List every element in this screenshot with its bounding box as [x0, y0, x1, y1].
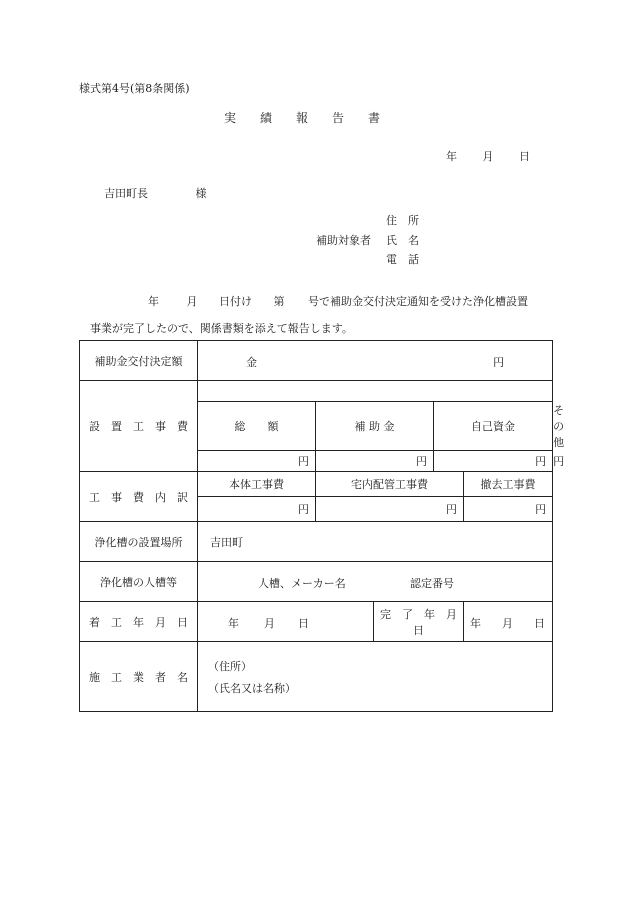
body-month: 月 — [186, 295, 198, 308]
end-month: 月 — [502, 617, 513, 630]
breakdown-header-row — [80, 472, 553, 497]
end-date-input[interactable] — [464, 602, 553, 642]
contractor-label: 施 工 業 者 名 — [80, 642, 198, 712]
contractor-value-cell[interactable] — [198, 642, 553, 712]
install-header-total: 総 額 — [198, 402, 316, 451]
location-label: 浄化槽の設置場所 — [80, 522, 198, 562]
addressee — [104, 185, 207, 201]
install-subsidy-input[interactable]: 円 — [316, 451, 434, 472]
capacity-persons: 人槽、メーカー名 — [258, 577, 346, 590]
form-number: 様式第4号(第8条関係) — [79, 82, 190, 95]
body-line-2: 事業が完了したので、関係書類を添えて報告します。 — [90, 322, 353, 335]
applicant-address-label: 住 所 — [386, 214, 419, 227]
grant-value-cell[interactable] — [198, 341, 553, 381]
start-date-label: 着 工 年 月 日 — [80, 602, 198, 642]
contractor-name: （氏名又は名称） — [208, 682, 296, 695]
grant-row — [80, 341, 553, 381]
breakdown-label: 工 事 費 内 訳 — [80, 472, 198, 522]
install-header-subsidy: 補 助 金 — [316, 402, 434, 451]
body-rest: 号で補助金交付決定通知を受けた浄化槽設置 — [308, 295, 528, 308]
install-header-own-funds: 自己資金 — [434, 402, 553, 451]
body-year: 年 — [148, 295, 159, 308]
date-day: 日 — [519, 150, 530, 163]
location-row — [80, 522, 553, 562]
grant-unit: 円 — [493, 356, 505, 369]
breakdown-main-input[interactable]: 円 — [198, 497, 316, 522]
capacity-cert-number: 認定番号 — [410, 577, 454, 590]
breakdown-header-plumbing: 宅内配管工事費 — [316, 472, 464, 497]
addressee-honorific: 様 — [195, 187, 207, 200]
start-date-input[interactable] — [198, 602, 374, 642]
end-year: 年 — [470, 617, 481, 630]
start-year: 年 — [228, 617, 239, 630]
document-title: 実 績 報 告 書 — [224, 111, 381, 125]
grant-prefix: 金 — [246, 356, 257, 369]
end-date-label: 完 了 年 月 日 — [374, 602, 464, 642]
install-spacer — [198, 381, 553, 402]
end-day: 日 — [534, 617, 545, 630]
breakdown-removal-input[interactable]: 円 — [464, 497, 553, 522]
contractor-address: （住所） — [208, 660, 252, 673]
install-total-input[interactable]: 円 — [198, 451, 316, 472]
install-value-row: 円 円 円 円 — [80, 451, 553, 472]
install-own-funds-input[interactable]: 円 — [434, 451, 553, 472]
body-line-1 — [148, 293, 528, 309]
body-dated: 日付け — [219, 295, 252, 308]
date-month: 月 — [482, 150, 494, 163]
date-line — [446, 148, 530, 164]
breakdown-header-main: 本体工事費 — [198, 472, 316, 497]
install-spacer-row — [80, 381, 553, 402]
date-year: 年 — [446, 150, 457, 163]
report-table — [79, 340, 565, 712]
addressee-name: 吉田町長 — [104, 187, 148, 200]
dates-row — [80, 602, 553, 642]
start-month: 月 — [264, 617, 275, 630]
contractor-row — [80, 642, 553, 712]
capacity-value-cell[interactable] — [198, 562, 553, 602]
applicant-group-label: 補助対象者 — [316, 234, 371, 247]
start-day: 日 — [298, 617, 309, 630]
applicant-name-label: 氏 名 — [386, 234, 419, 247]
capacity-row — [80, 562, 553, 602]
applicant-phone-label: 電 話 — [386, 253, 419, 266]
location-value[interactable]: 吉田町 — [198, 522, 553, 562]
capacity-label: 浄化槽の人槽等 — [80, 562, 198, 602]
install-cost-label: 設 置 工 事 費 — [80, 381, 198, 472]
install-header-row: 総 額 補 助 金 自己資金 そ の 他 — [80, 402, 553, 451]
body-no-prefix: 第 — [273, 295, 285, 308]
grant-label: 補助金交付決定額 — [80, 341, 198, 381]
breakdown-header-removal: 撤去工事費 — [464, 472, 553, 497]
breakdown-plumbing-input[interactable]: 円 — [316, 497, 464, 522]
